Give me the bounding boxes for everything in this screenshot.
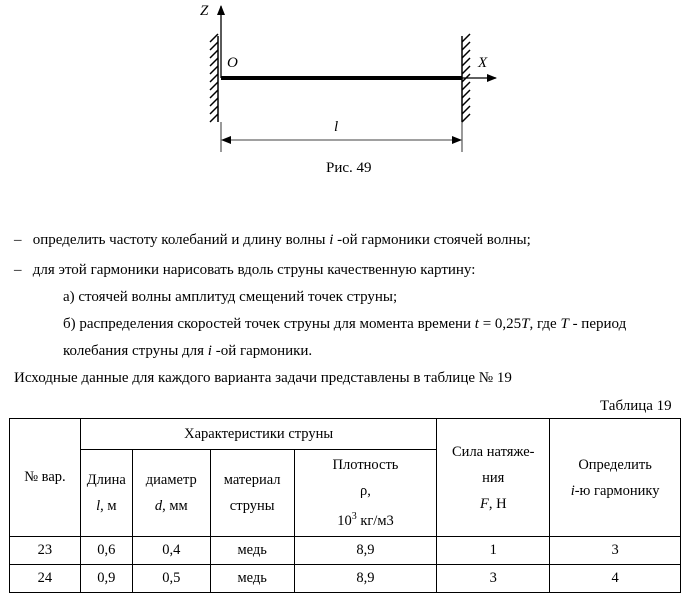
cell-force: 3 [437,565,550,593]
data-table [9,418,681,593]
table-row [10,537,681,565]
cell-harmonic: 3 [550,537,681,565]
x-axis-label: X [478,55,488,71]
cell-density: 8,9 [294,537,437,565]
cell-material: медь [210,565,294,593]
sub-item-b-line1: б) распределения скоростей точек струны для момента времени t = 0,25T, где T - период [63,316,627,332]
header-string-characteristics: Характеристики струны [80,419,437,450]
left-wall-support [210,34,218,122]
cell-length: 0,6 [80,537,132,565]
header-tension: Сила натяже- ния F, Н [437,419,550,537]
cell-length: 0,9 [80,565,132,593]
header-length: Длина l, м [80,450,132,537]
figure-caption: Рис. 49 [326,160,372,176]
sub-item-a: а) стоячей волны амплитуд смещений точек струны; [63,289,398,305]
z-axis-label: Z [200,3,209,19]
header-determine-harmonic: Определить i-ю гармонику [550,419,681,537]
table-row [10,565,681,593]
header-density: Плотность ρ, $10^3$ кг/м3 [294,450,437,537]
cell-material: медь [210,537,294,565]
cell-force: 1 [437,537,550,565]
bullet-frequency: – определить частоту колебаний и длину волны i -ой гармоники стоячей волны; [14,232,531,248]
bullet-dash: – [14,232,22,248]
length-label: l [334,119,339,135]
header-diameter: диаметр d, мм [132,450,210,537]
bullet-dash: – [14,262,22,278]
cell-variant: 23 [10,537,81,565]
cell-diameter: 0,4 [132,537,210,565]
origin-label: O [227,55,238,71]
sub-item-b-line2: колебания струны для i -ой гармоники. [63,343,313,359]
header-material: материал струны [210,450,294,537]
table-intro: Исходные данные для каждого варианта задачи представлены в таблице № 19 [14,370,512,386]
cell-diameter: 0,5 [132,565,210,593]
table-caption: Таблица 19 [600,398,672,414]
header-variant: № вар. [10,419,81,537]
cell-variant: 24 [10,565,81,593]
cell-density: 8,9 [294,565,437,593]
bullet-draw: – для этой гармоники нарисовать вдоль струны качественную картину: [14,262,476,278]
cell-harmonic: 4 [550,565,681,593]
